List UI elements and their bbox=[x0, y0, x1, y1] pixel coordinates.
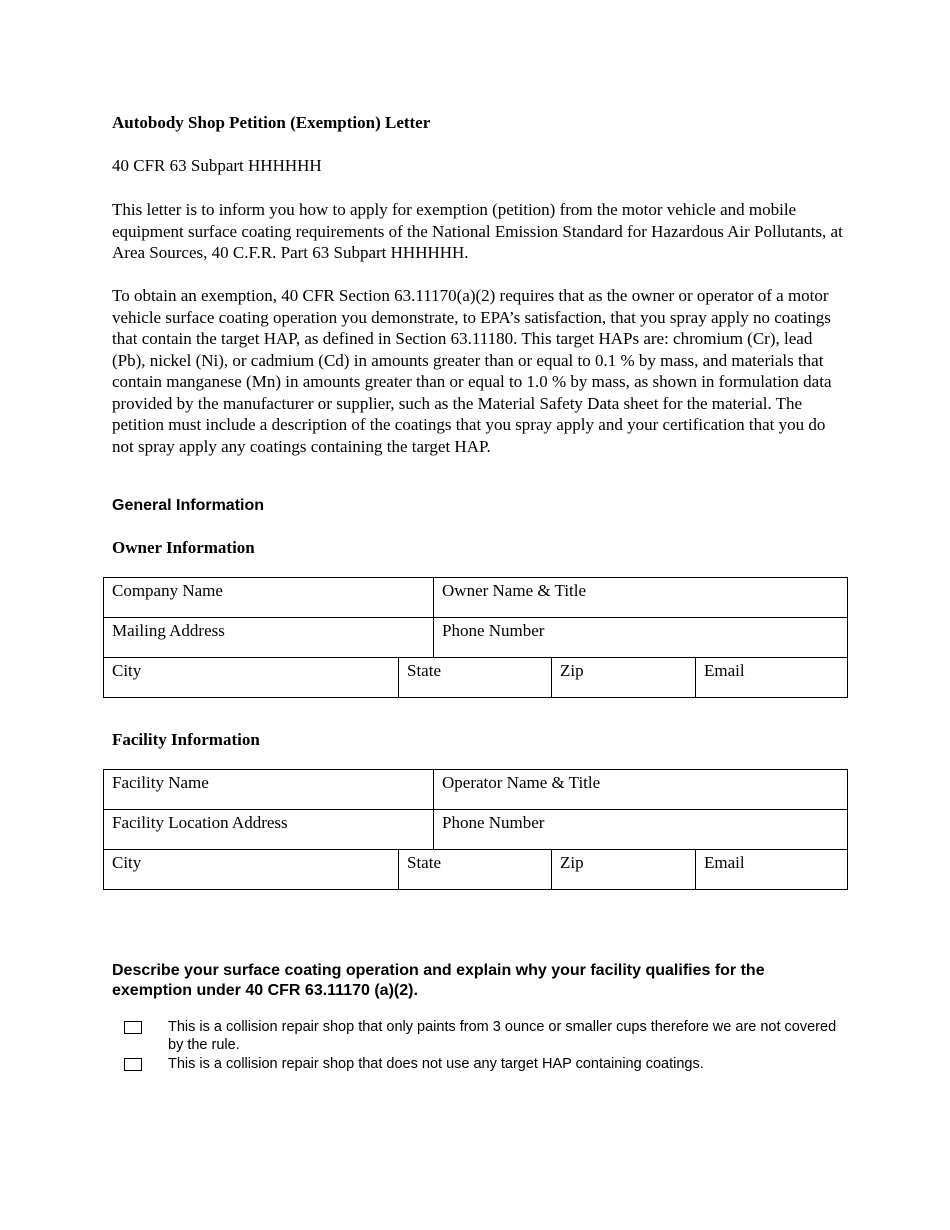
exemption-question: Describe your surface coating operation and explain why your facility qualifies for the exemption under 40 CFR 63.11170 (a)(2). bbox=[112, 962, 765, 999]
table-row bbox=[104, 658, 848, 698]
owner-city-field[interactable]: City bbox=[104, 658, 399, 698]
owner-information-table bbox=[103, 577, 848, 698]
facility-phone-field[interactable]: Phone Number bbox=[434, 810, 848, 850]
facility-information-table bbox=[103, 769, 848, 890]
no-hap-checkbox[interactable] bbox=[124, 1058, 142, 1071]
regulation-subtitle: 40 CFR 63 Subpart HHHHHH bbox=[112, 156, 322, 175]
facility-city-field[interactable]: City bbox=[104, 850, 399, 890]
facility-name-field[interactable]: Facility Name bbox=[104, 770, 434, 810]
facility-zip-field[interactable]: Zip bbox=[552, 850, 696, 890]
facility-state-field[interactable]: State bbox=[399, 850, 552, 890]
facility-location-address-field[interactable]: Facility Location Address bbox=[104, 810, 434, 850]
requirements-paragraph: To obtain an exemption, 40 CFR Section 63.11170(a)(2) requires that as the owner or operator of a motor vehicle surface coating operation you demonstrate, to EPA’s satisfaction, that you spray apply no coatings that contain the target HAP, as defined in Section 63.11180. This target HAPs are: chromium (Cr), lead (Pb), nickel (Ni), or cadmium (Cd) in amounts greater than or equal to 0.1 % by mass, and materials that contain manganese (Mn) in amounts greater than or equal to 1.0 % by mass, as shown in formulation data provided by the manufacturer or supplier, such as the Material Safety Data sheet for the material. The petition must include a description of the coatings that you spray apply and your certification that you do not spray apply any coatings containing the target HAP. bbox=[112, 286, 832, 456]
table-row bbox=[104, 578, 848, 618]
company-name-field[interactable]: Company Name bbox=[104, 578, 434, 618]
owner-email-field[interactable]: Email bbox=[696, 658, 848, 698]
operator-name-title-field[interactable]: Operator Name & Title bbox=[434, 770, 848, 810]
owner-phone-field[interactable]: Phone Number bbox=[434, 618, 848, 658]
facility-information-heading: Facility Information bbox=[112, 730, 260, 749]
general-information-heading: General Information bbox=[112, 497, 265, 514]
document-title: Autobody Shop Petition (Exemption) Letter bbox=[112, 113, 431, 132]
owner-zip-field[interactable]: Zip bbox=[552, 658, 696, 698]
table-row bbox=[104, 770, 848, 810]
owner-information-heading: Owner Information bbox=[112, 538, 255, 557]
table-row bbox=[104, 810, 848, 850]
owner-state-field[interactable]: State bbox=[399, 658, 552, 698]
facility-email-field[interactable]: Email bbox=[696, 850, 848, 890]
table-row bbox=[104, 618, 848, 658]
owner-name-title-field[interactable]: Owner Name & Title bbox=[434, 578, 848, 618]
table-row bbox=[104, 850, 848, 890]
option-label: This is a collision repair shop that only paints from 3 ounce or smaller cups therefore we are not covered by the rule. bbox=[168, 1019, 837, 1053]
option-label: This is a collision repair shop that does not use any target HAP containing coatings. bbox=[168, 1056, 704, 1072]
intro-paragraph: This letter is to inform you how to apply for exemption (petition) from the motor vehicle and mobile equipment surface coating requirements of the National Emission Standard for Hazardous Air Pollutants, at Area Sources, 40 C.F.R. Part 63 Subpart HHHHHH. bbox=[112, 200, 843, 262]
small-cups-checkbox[interactable] bbox=[124, 1021, 142, 1034]
mailing-address-field[interactable]: Mailing Address bbox=[104, 618, 434, 658]
